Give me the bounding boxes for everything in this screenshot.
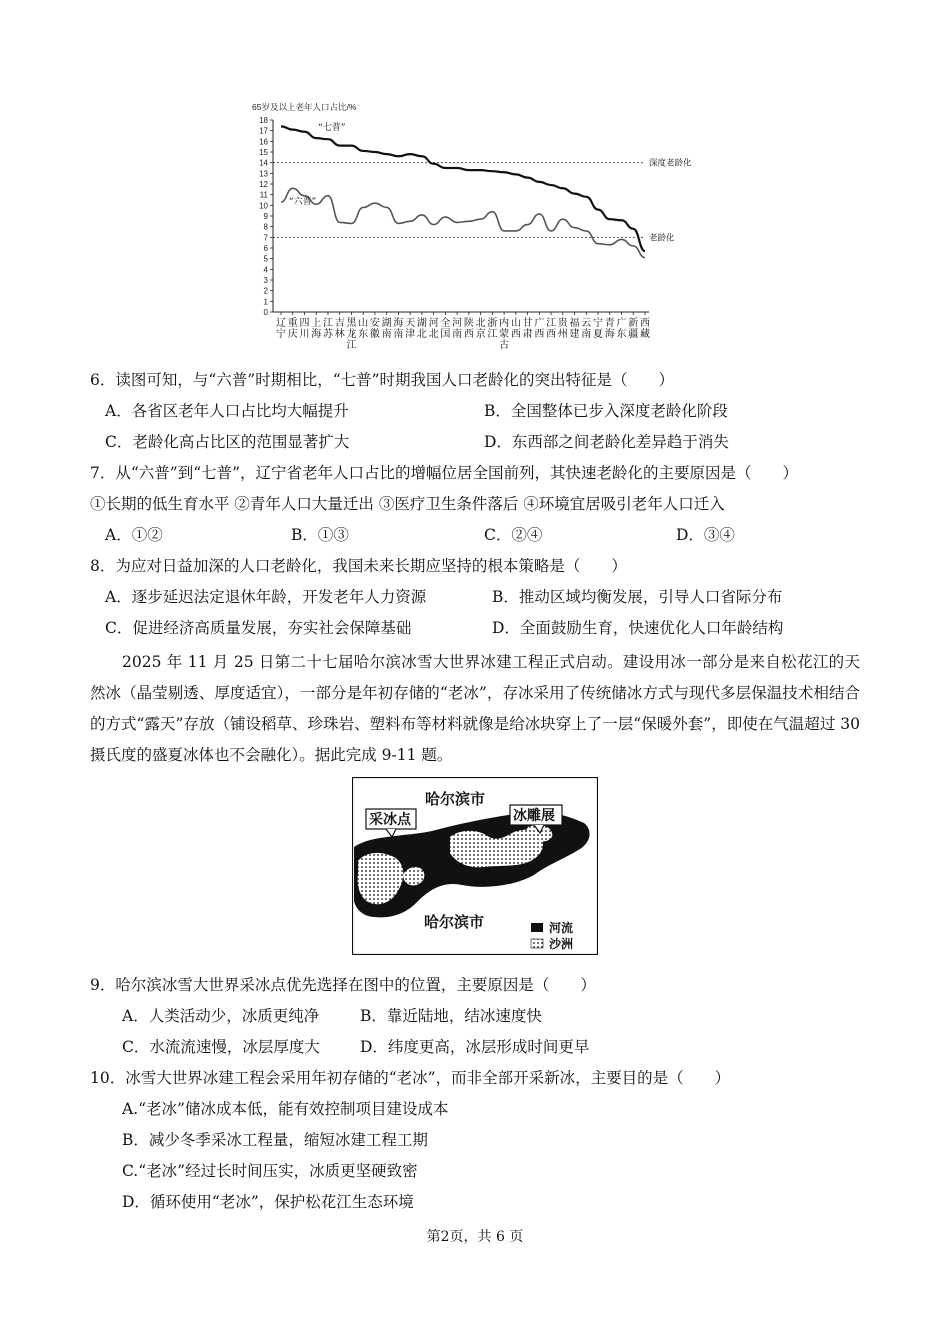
q9-option-b: B．靠近陆地，结冰速度快: [360, 1007, 542, 1025]
q8-option-c: C．促进经济高质量发展，夯实社会保障基础: [105, 619, 412, 637]
bingdiao-label: 冰雕展: [513, 808, 555, 824]
x-tick-label: 云南: [581, 318, 592, 340]
passage-text: 2025 年 11 月 25 日第二十七届哈尔滨冰雪大世界冰建工程正式启动。建设用冰一部分是来自松花江的天然冰（晶莹剔透、厚度适宜），一部分是年初存储的“老冰”，存冰采用了传统储冰方式与现代多层保温技术相结合的方式“露天”存放（铺设稻草、珍珠岩、塑料布等材料就像是给冰块穿上了一层“保暖外套”，即使在气温超过 30 摄氏度的盛夏冰体也不会融化）。据此完成 9-11 题。: [90, 653, 860, 764]
y-tick-label: 9: [263, 212, 268, 221]
city-label-bottom: 哈尔滨市: [424, 913, 485, 931]
x-tick-label: 湖北: [416, 318, 427, 340]
q7-option-d: D．③④: [676, 526, 735, 544]
x-tick-label: 江西: [546, 318, 557, 340]
caibing-label: 采冰点: [369, 812, 411, 828]
q6-option-d: D．东西部之间老龄化差异趋于消失: [484, 433, 729, 451]
q9-option-d: D．纬度更高，冰层形成时间更早: [360, 1038, 590, 1056]
reference-line-label: 老龄化: [649, 233, 675, 244]
y-tick-label: 2: [263, 286, 268, 296]
x-tick-label: 陕西: [463, 318, 474, 340]
x-tick-label: 北京: [475, 318, 486, 340]
x-tick-label: 内蒙古: [499, 318, 510, 351]
x-tick-label: 全国: [440, 318, 451, 340]
q10-option-d: D．循环使用“老冰”，保护松花江生态环境: [122, 1193, 414, 1211]
y-tick-label: 18: [259, 116, 268, 125]
city-label-top: 哈尔滨市: [425, 790, 486, 808]
y-tick-label: 14: [259, 158, 268, 168]
legend-river-swatch: [531, 923, 543, 932]
q7-items: ①长期的低生育水平 ②青年人口大量迁出 ③医疗卫生条件落后 ④环境宜居吸引老年人口迁入: [90, 495, 725, 513]
q9-option-c: C．水流流速慢，冰层厚度大: [122, 1038, 320, 1056]
chart-svg: [240, 100, 710, 360]
q7-option-c: C．②④: [484, 526, 543, 544]
x-tick-label: 贵州: [557, 318, 568, 340]
q6-option-b: B．全国整体已步入深度老龄化阶段: [484, 402, 728, 420]
q10-option-a: A.“老冰”储冰成本低，能有效控制项目建设成本: [122, 1100, 449, 1118]
x-tick-label: 福建: [569, 318, 580, 340]
y-tick-label: 11: [259, 190, 268, 200]
y-tick-label: 16: [259, 137, 268, 147]
x-tick-label: 宁夏: [593, 318, 604, 340]
x-tick-label: 广东: [616, 318, 627, 340]
y-axis-title: 65岁及以上老年人口占比/%: [252, 102, 357, 112]
x-tick-label: 吉林: [334, 318, 345, 340]
y-tick-label: 5: [263, 254, 268, 264]
y-tick-label: 1: [263, 297, 268, 307]
q10-option-b: B．减少冬季采冰工程量，缩短冰建工程工期: [122, 1131, 428, 1149]
x-tick-label: 河北: [428, 318, 439, 340]
x-tick-label: 湖南: [381, 318, 392, 340]
x-tick-label: 上海: [311, 318, 322, 340]
page-number: 第2页，共 6 页: [426, 1229, 524, 1245]
x-tick-label: 广西: [534, 318, 545, 340]
x-tick-label: 甘肃: [522, 318, 533, 340]
y-tick-label: 4: [263, 265, 268, 275]
y-tick-label: 8: [263, 222, 268, 232]
q6-option-a: A．各省区老年人口占比均大幅提升: [105, 402, 349, 420]
x-tick-label: 安徽: [369, 318, 380, 340]
q9-option-a: A．人类活动少，冰质更纯净: [122, 1007, 320, 1025]
q7-option-a: A．①②: [105, 526, 163, 544]
y-tick-label: 15: [259, 148, 268, 157]
map-svg: [352, 777, 598, 955]
legend-sandbar-label: 沙洲: [549, 937, 574, 951]
x-tick-label: 重庆: [287, 318, 298, 340]
reference-line-label: 深度老龄化: [649, 158, 692, 169]
series-line-0: [281, 126, 645, 251]
q8-option-d: D．全面鼓励生育，快速优化人口年龄结构: [492, 619, 784, 637]
harbin-river-map: [352, 777, 598, 955]
x-tick-label: 山东: [358, 318, 369, 340]
y-tick-label: 13: [259, 169, 268, 179]
y-tick-label: 10: [259, 201, 268, 211]
q10-option-c: C.“老冰”经过长时间压实，冰质更坚硬致密: [122, 1162, 418, 1180]
x-tick-label: 天津: [405, 318, 416, 340]
q7-option-b: B．①③: [291, 526, 349, 544]
q6-option-c: C．老龄化高占比区的范围显著扩大: [105, 433, 350, 451]
q10-stem: 10．冰雪大世界冰建工程会采用年初存储的“老冰”，而非全部开采新冰，主要目的是（ ）: [90, 1069, 731, 1087]
legend-river-label: 河流: [549, 921, 574, 935]
series-label-liupu: “六普”: [289, 197, 317, 208]
x-tick-label: 青海: [604, 318, 615, 340]
x-tick-label: 辽宁: [276, 318, 286, 340]
x-tick-label: 黑龙江: [346, 318, 357, 351]
x-tick-label: 西藏: [640, 318, 650, 340]
q9-stem: 9．哈尔滨冰雪大世界采冰点优先选择在图中的位置，主要原因是（ ）: [90, 976, 596, 994]
q8-option-b: B．推动区域均衡发展，引导人口省际分布: [492, 588, 783, 606]
q8-option-a: A．逐步延迟法定退休年龄，开发老年人力资源: [105, 588, 427, 606]
x-tick-label: 四川: [299, 318, 310, 340]
x-tick-label: 河南: [452, 318, 463, 340]
series-label-qipu: “七普”: [318, 123, 346, 134]
y-tick-label: 12: [259, 180, 268, 189]
y-tick-label: 0: [263, 308, 268, 317]
q6-stem: 6．读图可知，与“六普”时期相比，“七普”时期我国人口老龄化的突出特征是（ ）: [90, 371, 675, 389]
y-tick-label: 7: [263, 233, 268, 243]
x-tick-label: 浙江: [487, 318, 498, 340]
passage-paragraph: [90, 647, 860, 771]
x-tick-label: 海南: [393, 318, 404, 340]
x-tick-label: 山西: [510, 318, 521, 340]
q8-stem: 8．为应对日益加深的人口老龄化，我国未来长期应坚持的根本策略是（ ）: [90, 557, 627, 575]
y-tick-label: 17: [259, 126, 268, 136]
legend-sandbar-swatch: [531, 939, 543, 948]
q7-stem: 7．从“六普”到“七普”，辽宁省老年人口占比的增幅位居全国前列，其快速老龄化的主要原因是（ ）: [90, 464, 799, 482]
y-tick-label: 6: [263, 244, 268, 253]
y-tick-label: 3: [263, 276, 268, 285]
x-tick-label: 新疆: [628, 318, 639, 340]
x-tick-label: 江苏: [322, 318, 333, 340]
aging-line-chart: [240, 100, 710, 360]
